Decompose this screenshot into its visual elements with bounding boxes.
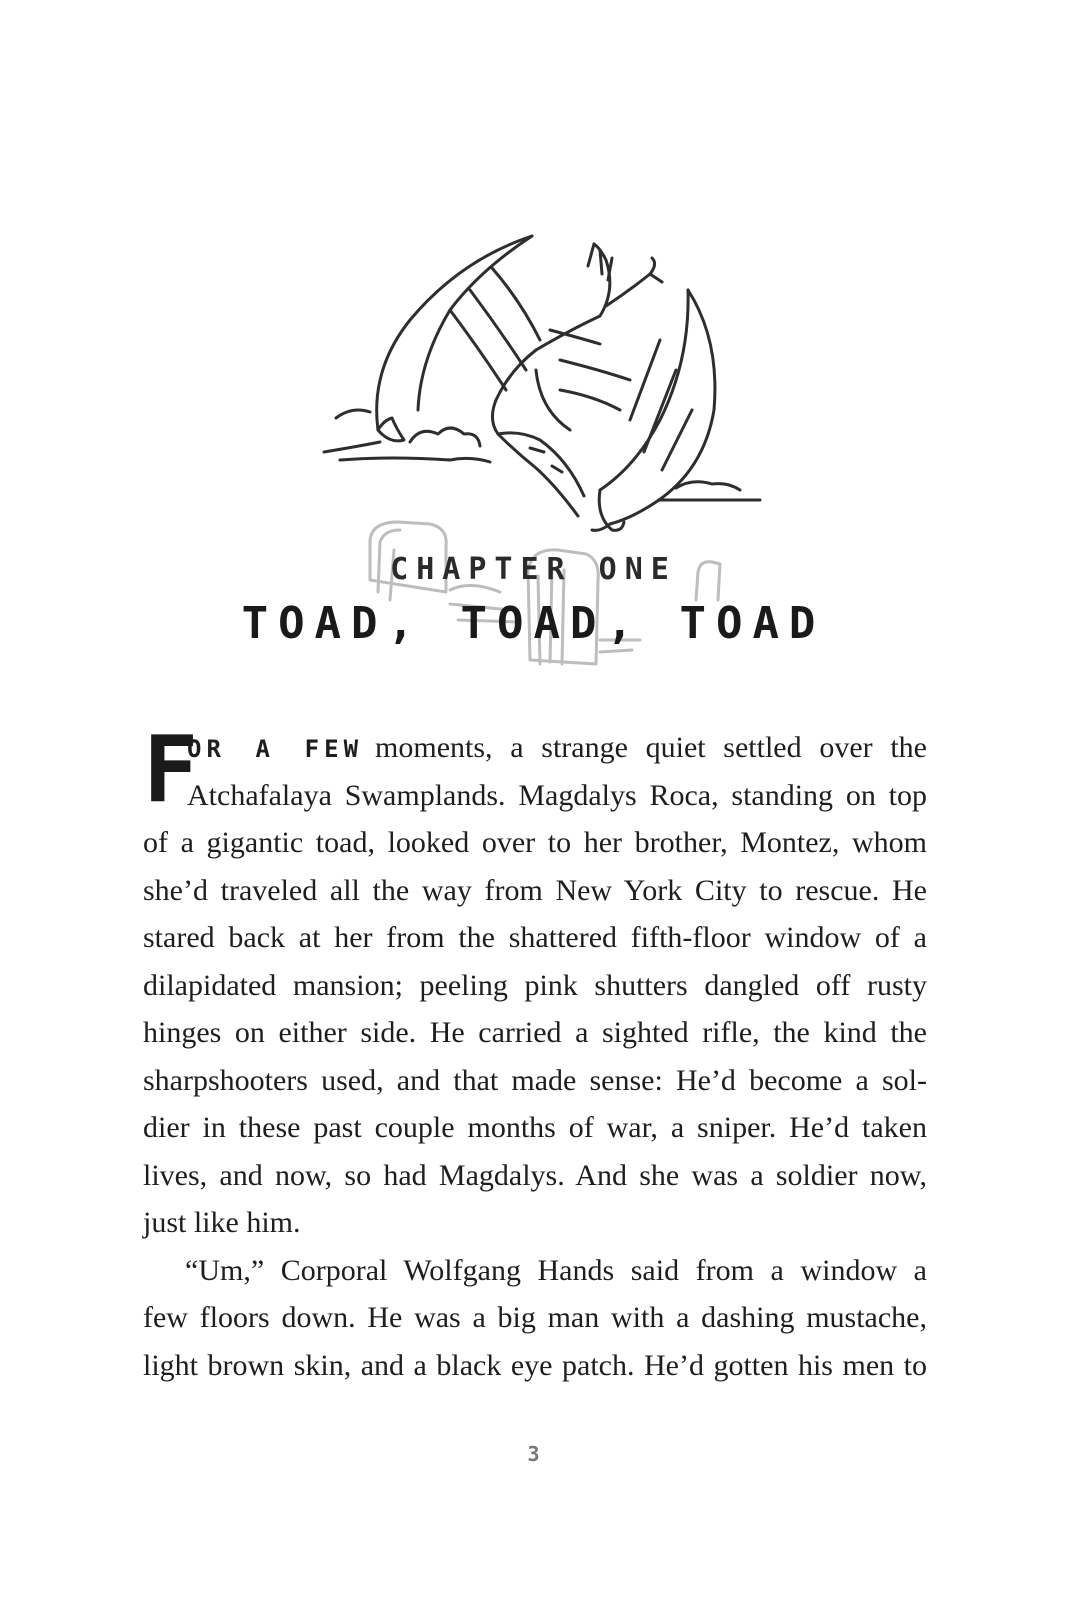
drop-cap: F — [143, 716, 199, 823]
text-line: dier in these past couple months of war, a sniper. He’d taken — [143, 1111, 927, 1144]
text-line: sharpshooters used, and that made sense: He’d become a sol- — [143, 1063, 927, 1097]
text-line: lives, and now, so had Magdalys. And she was a soldier now, — [143, 1158, 927, 1192]
text-line: of a gigantic toad, looked over to her brother, Montez, whom — [143, 826, 927, 859]
lead-in-smallcaps: OR A FEW — [187, 735, 364, 763]
chapter-label: CHAPTER ONE — [390, 552, 677, 587]
text-line: light brown skin, and a black eye patch. He’d gotten his men to — [143, 1348, 927, 1382]
text-line: she’d traveled all the way from New York City to rescue. He — [143, 873, 927, 907]
text-line: stared back at her from the shattered fifth-floor window of a — [143, 921, 927, 954]
chapter-body-text — [143, 716, 928, 1389]
chapter-title: TOAD, TOAD, TOAD — [241, 598, 826, 649]
text-line: dilapidated mansion; peeling pink shutters dangled off rusty — [143, 968, 927, 1002]
page-number: 3 — [527, 1442, 540, 1466]
text-line: hinges on either side. He carried a sighted rifle, the kind the — [143, 1016, 927, 1049]
text-line: just like him. — [143, 1206, 301, 1239]
paragraph-1 — [143, 716, 928, 1247]
paragraph-2 — [143, 1247, 927, 1390]
text-line: “Um,” Corporal Wolfgang Hands said from a window a — [185, 1253, 927, 1287]
text-line: Atchafalaya Swamplands. Magdalys Roca, standing on top — [187, 778, 927, 812]
text-line: few floors down. He was a big man with a dashing mustache, — [143, 1301, 927, 1334]
pterodactyl-sketch — [324, 236, 760, 530]
text-line: OR A FEW moments, a strange quiet settled over the — [187, 731, 928, 764]
